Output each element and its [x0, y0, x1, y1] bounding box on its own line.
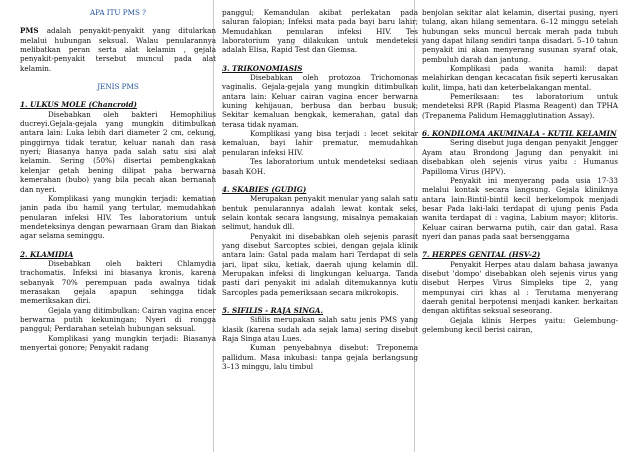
heading-klamidia: 2. KLAMIDIA: [20, 249, 74, 259]
column-2: [222, 8, 418, 448]
column-1: [20, 8, 216, 448]
heading-ulkus-mole: 1. ULKUS MOLE (Chancroid): [20, 100, 137, 110]
section-heading-jenis: JENIS PMS: [97, 82, 139, 92]
paragraph: panggul; Kemandulan akibat perlekatan pada saluran falopian; Infeksi mata pada bayi baru lahir; Memudahkan penularan infeksi HIV. Tes laboratorium yang dilakukan untuk mendeteksi adalah Elisa, Rapid Test dan Giemsa.: [222, 8, 418, 55]
paragraph: Komplikasi yang mungkin terjadi: Biasanya menyertai gonore; Penyakit radang: [20, 333, 216, 352]
intro-text: adalah penyakit-penyakit yang ditularkan melalui hubungan seksual. Walau penularannya melibatkan peran serta alat kelamin , gejala penyakit-penyakit tersebut muncul pada alat kelamin.: [20, 26, 216, 73]
paragraph: Komplikasi pada wanita hamil: dapat melahirkan dengan kecacatan fisik seperti kerusakan kulit, limpa, hati dan keterbelakangan mental.: [422, 64, 618, 92]
paragraph: Sifilis merupakan salah satu jenis PMS yang klasik (karena sudah ada sejak lama) sering disebut Raja Singa atau Lues.: [222, 315, 418, 343]
intro-paragraph: [20, 26, 216, 73]
paragraph: Kuman penyebabnya disebut: Treponema pallidum. Masa inkubasi: tanpa gejala berlangsung 3–13 minggu, lalu timbul: [222, 343, 418, 372]
paragraph: Gejala yang ditimbulkan: Cairan vagina encer berwarna putih kekuningan; Nyeri di rongga panggul; Perdarahan setelah hubungan seksual.: [20, 305, 216, 334]
paragraph: Komplikasi yang bisa terjadi : lecet sekitar kemaluan, bayi lahir prematur, memudahkan penularan infeksi HIV.: [222, 129, 418, 157]
heading-sifilis: 5. SIFILIS - RAJA SINGA.: [222, 305, 323, 315]
column-3: [422, 8, 618, 448]
paragraph: Disebabkan oleh bakteri Chlamydia trachomatis. Infeksi ini biasanya kronis, karena sebanyak 70% perempuan pada awalnya tidak merasakan gejala apapun sehingga tidak memeriksakan diri.: [20, 258, 216, 306]
paragraph: Pemeriksaan: tes laboratorium untuk mendeteksi RPR (Rapid Plasma Reagent) dan TPHA (Trepanema Palidum Hemagglutination Assay).: [422, 92, 618, 120]
paragraph: Komplikasi yang mungkin terjadi: kematian janin pada ibu hamil yang tertular, memudahkan penularan infeksi HIV. Tes laboratorium untuk mendeteksinya dengan pewarnaan Gram dan Biakan agar selama seminggu.: [20, 193, 216, 241]
paragraph: Penyakit ini disebabkan oleh sejenis parasit yang disebut Sarcoptes scbiei, dengan gejala klinik antara lain: Gatal pada malam hari Terdapat di sela jari, lipat siku, ketiak, daerah ujung kelamin dll. Merupakan infeksi di lingkungan keluarga. Tanda pasti dari penyakit ini adalah ditemukannya kutu Sarcoples pada pemeriksaan secara mikrokopis.: [222, 231, 418, 297]
heading-trikonomiasis: 3. TRIKONOMIASIS: [222, 63, 303, 73]
paragraph: Gejala klinis Herpes yaitu: Gelembung-gelembung kecil berisi cairan,: [422, 315, 618, 334]
paragraph: Disebabkan oleh bakteri Hemophilius ducreyi.Gejala-gejala yang mungkin ditimbulkan antara lain: Luka lebih dari diameter 2 cm, cekung, pinggirnya tidak teratur, keluar nanah dan rasa nyeri; Biasanya hanya pada salah satu sisi alat kelamin. Sering (50%) disertai pembengkakan kelenjar getah bening dilipat paha berwarna kemerahan (bubo) yang bila pecah akan bernanah dan nyeri.: [20, 109, 216, 194]
paragraph: Merupakan penyakit menular yang salah satu bentuk penularannya adalah lewat kontak seks, selain kontak secara langsung, misalnya pemakaian selimut, handuk dll.: [222, 194, 418, 232]
leaflet-title: APA ITU PMS ?: [89, 8, 147, 17]
paragraph: Sering disebut juga dengan penyakit Jengger Ayam atau Brondong Jagung dan penyakit ini disebabkan oleh sejenis virus yaitu : Humanus Papilloma Virus (HPV).: [422, 138, 618, 176]
paragraph: Tes laboratorium untuk mendeteksi sediaan basah KOH.: [222, 157, 418, 176]
paragraph: Disebabkan oleh protozoa Trichomonas vaginalis. Gejala-gejala yang mungkin ditimbulkan antara lain: Keluar cairan vagina encer berwarna kuning kehijauan, berbusa dan berbau busuk; Sekitar kemaluan bengkak, kemerahan, gatal dan terasa tidak nyaman.: [222, 73, 418, 129]
heading-skabies: 4. SKABIES (GUDIG): [222, 184, 307, 194]
paragraph: benjolan sekitar alat kelamin, disertai pusing, nyeri tulang, akan hilang sementara. 6–12 minggu setelah hubungan seks muncul bercak merah pada tubuh yang dapat hilang sendiri tanpa disadari. 5–10 tahun penyakit ini akan menyerang susunan syaraf otak, pembuluh darah dan jantung.: [422, 8, 618, 64]
paragraph: Penyakit Herpes atau dalam bahasa jawanya disebut 'dompo' disebabkan oleh sejenis virus yang disebut Herpes Virus Simpleks tipe 2, yang mempunyai ciri khas al : Terutama menyerang daerah genital berpotensi menjadi kanker. berkaitan dengan aktifitas seksual seseorang.: [422, 259, 618, 316]
intro-bold-term: PMS: [20, 26, 39, 36]
heading-kondiloma: 6. KONDILOMA AKUMINALA - KUTIL KELAMIN: [422, 129, 617, 139]
heading-herpes: 7. HERPES GENITAL (HSV-2): [422, 250, 541, 260]
paragraph: Penyakit ini menyerang pada usia 17-33 melalui kontak secara langsung. Gejala kliniknya antara lain:Bintil-bintil kecil berkelompok menjadi besar Pada laki-laki terdapat di ujung penis Pada wanita terdapat di : vagina, Labium mayor; klitoris. Keluar cairan berwarna putih, cair dan gatal. Rasa nyeri dan panas pada saat bersenggama: [422, 175, 618, 241]
